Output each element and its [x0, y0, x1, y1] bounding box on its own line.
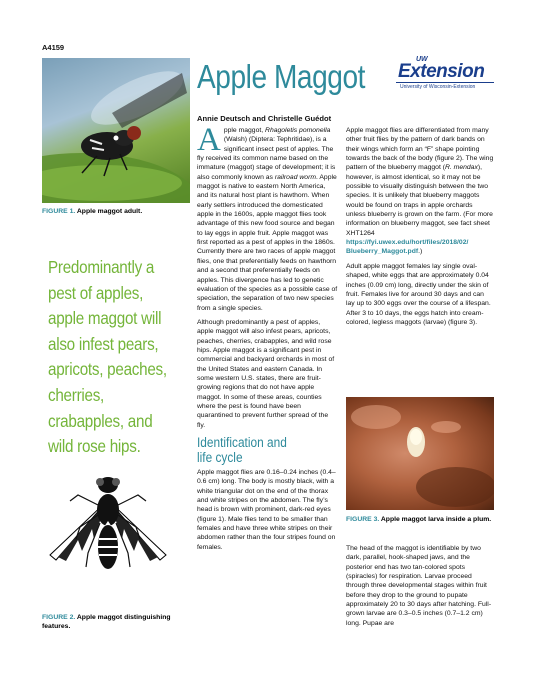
pull-quote: Predominantly a pest of apples, apple maggot will also infest pears, apricots, peaches, cherries, crabapples, and wild rose hips.: [48, 257, 167, 457]
eggs-paragraph: Adult apple maggot females lay single oval-shaped, white eggs that are approximately 0.04 inches (0.09 cm) long, directly under the skin of fruit. Females live for around 30 days and can lay up to 300 eggs over the course of a lifespan. After 3 to 10 days, the eggs hatch into cream-colored, legless maggots (larvae) (figure 3).: [346, 262, 491, 326]
apple-maggot-drawing: [48, 455, 168, 605]
intro-paragraph: Apple maggot, Rhagoletis pomonella (Walsh) (Diptera: Tephritidae), is a significant insect pest of apples. The fly received its common name based on the immature (maggot) stage of development; it is also commonly known as railroad worm. Apple maggot is native to eastern North America, and its natural host plant is hawthorn. When early settlers introduced the domesticated apple in the 1600s, apple maggot flies took advantage of this new food source and began to lay eggs in apple fruit. Apple maggot was first reported as a pest of apples in the 1860s. Currently there are two races of apple maggot flies, one that preferentially feeds on hawthorn and a second that preferentially feeds on apples. This divergence has led to genetic evaluation of the species as a possible case of speciation, the separation of two new species from a single species.: [197, 122, 338, 312]
drop-cap: A: [197, 122, 221, 158]
uw-extension-logo: UW Extension University of Wisconsin-Extension: [396, 56, 494, 92]
host-paragraph: Although predominantly a pest of apples, apple maggot will also infest pears, apricots, peaches, cherries, crabapples, and wild rose hips. Apple maggot is a significant pest in commercial and backyard orchards in most of the United States and eastern Canada. In some western U.S. states, there are fruit-growing regions that do not have apple maggot. In some of these areas, counties where the pest is found have been quarantined to prevent further spread of the fly.: [197, 318, 335, 429]
figure-1-caption: FIGURE 1. Apple maggot adult.: [42, 208, 143, 215]
larva-paragraph: The head of the maggot is identifiable by two dark, parallel, hook-shaped jaws, and the posterior end has two tan-colored spots (spiracles) for respiration. Larvae proceed through three developmental stages within fruit before they drop to the ground to pupate approximately 20 to 30 days after hatching. Full-grown larvae are 0.3–0.5 inches (0.7–1.2 cm) long. Pupae are: [346, 545, 492, 627]
authors: Annie Deutsch and Christelle Guédot: [197, 114, 332, 123]
wing-pattern-paragraph: Apple maggot flies are differentiated from many other fruit flies by the pattern of dark bands on their wings which form an “F” shape pointing towards the back of the body (figure 2). The wing pattern of the blueberry maggot (R. mendax), however, is almost identical, so it may not be possible to visually distinguish between the two species. It is unlikely that blueberry maggots would be found on traps in apple orchards unless blueberry is grown on the farm. (For more information on blueberry maggot, see fact sheet XHT1264 https://fyi.uwex.edu/hort/files/2018/02/ Blueberry_Maggot.pdf.): [346, 127, 494, 256]
apple-maggot-adult-photo: [42, 58, 190, 203]
blueberry-maggot-link[interactable]: https://fyi.uwex.edu/hort/files/2018/02/ Blueberry_Maggot.pdf: [346, 239, 469, 256]
section-heading: Identification and life cycle: [197, 435, 287, 465]
body-column-2: [346, 126, 494, 332]
document-code: A4159: [42, 43, 65, 52]
identification-paragraph: Apple maggot flies are 0.16–0.24 inches (0.4–0.6 cm) long. The body is mostly black, with a white triangular dot on the end of the thorax and white stripes on the abdomen. The fly’s head is brown with prominent, dark-red eyes (figure 1). Male flies tend to be smaller than females and have three white stripes on their abdomen rather than the four stripes found on females.: [197, 469, 336, 551]
page-title: Apple Maggot: [197, 58, 365, 95]
figure-3-caption: FIGURE 3. Apple maggot larva inside a plum.: [346, 516, 492, 523]
body-column-1: [197, 122, 338, 557]
body-column-2-continued: [346, 544, 494, 633]
figure-2-caption: FIGURE 2. Apple maggot distinguishing features.: [42, 614, 171, 630]
larva-in-plum-photo: [346, 397, 494, 510]
